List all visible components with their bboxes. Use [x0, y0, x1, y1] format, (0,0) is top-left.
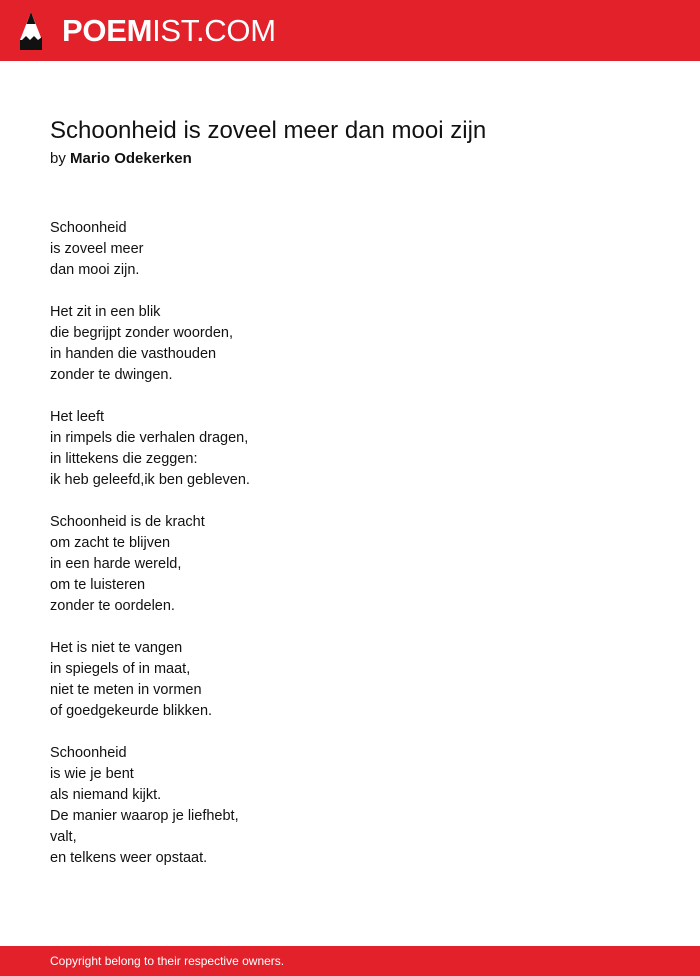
stanza: [50, 302, 650, 386]
footer-bar: [0, 946, 700, 976]
poem-line: Schoonheid: [50, 220, 127, 236]
stanza: [50, 512, 650, 617]
poem-line: is zoveel meer: [50, 241, 144, 257]
stanza: [50, 218, 650, 281]
stanza: [50, 638, 650, 722]
poem-line: niet te meten in vormen: [50, 682, 202, 698]
poem-line: in handen die vasthouden: [50, 346, 217, 362]
poem-title: Schoonheid is zoveel meer dan mooi zijn: [50, 117, 487, 144]
poem-line: zonder te dwingen.: [50, 367, 173, 383]
poem-line: ik heb geleefd,ik ben gebleven.: [50, 472, 250, 488]
poem-line: in rimpels die verhalen dragen,: [50, 430, 249, 446]
by-label: by: [50, 150, 66, 167]
poem-line: Het zit in een blik: [50, 304, 161, 320]
poem-line: Het leeft: [50, 409, 104, 425]
copyright-notice: Copyright belong to their respective owners.: [50, 954, 285, 968]
poem-line: om te luisteren: [50, 577, 146, 593]
poem-line: om zacht te blijven: [50, 535, 171, 551]
poem-body: [50, 218, 650, 890]
site-logo[interactable]: [62, 13, 276, 49]
poem-line: in spiegels of in maat,: [50, 661, 191, 677]
poem-line: Het is niet te vangen: [50, 640, 183, 656]
poem-line: in littekens die zeggen:: [50, 451, 198, 467]
poem-line: die begrijpt zonder woorden,: [50, 325, 233, 341]
logo-text-light: IST.COM: [152, 13, 276, 48]
poem-line: als niemand kijkt.: [50, 787, 162, 803]
pencil-tip-icon[interactable]: [18, 10, 44, 52]
poem-line: zonder te oordelen.: [50, 598, 175, 614]
logo-text-bold: POEM: [62, 13, 153, 48]
stanza: [50, 407, 650, 491]
poem-line: Schoonheid is de kracht: [50, 514, 205, 530]
stanza: [50, 743, 650, 869]
poem-line: is wie je bent: [50, 766, 134, 782]
poem-line: in een harde wereld,: [50, 556, 182, 572]
poem-byline: [50, 149, 192, 169]
poem-line: valt,: [50, 829, 77, 845]
poem-line: dan mooi zijn.: [50, 262, 140, 278]
poem-line: De manier waarop je liefhebt,: [50, 808, 239, 824]
header-bar: [0, 0, 700, 61]
poem-line: en telkens weer opstaat.: [50, 850, 208, 866]
author-name: Mario Odekerken: [70, 150, 192, 167]
poem-line: of goedgekeurde blikken.: [50, 703, 213, 719]
poem-line: Schoonheid: [50, 745, 127, 761]
